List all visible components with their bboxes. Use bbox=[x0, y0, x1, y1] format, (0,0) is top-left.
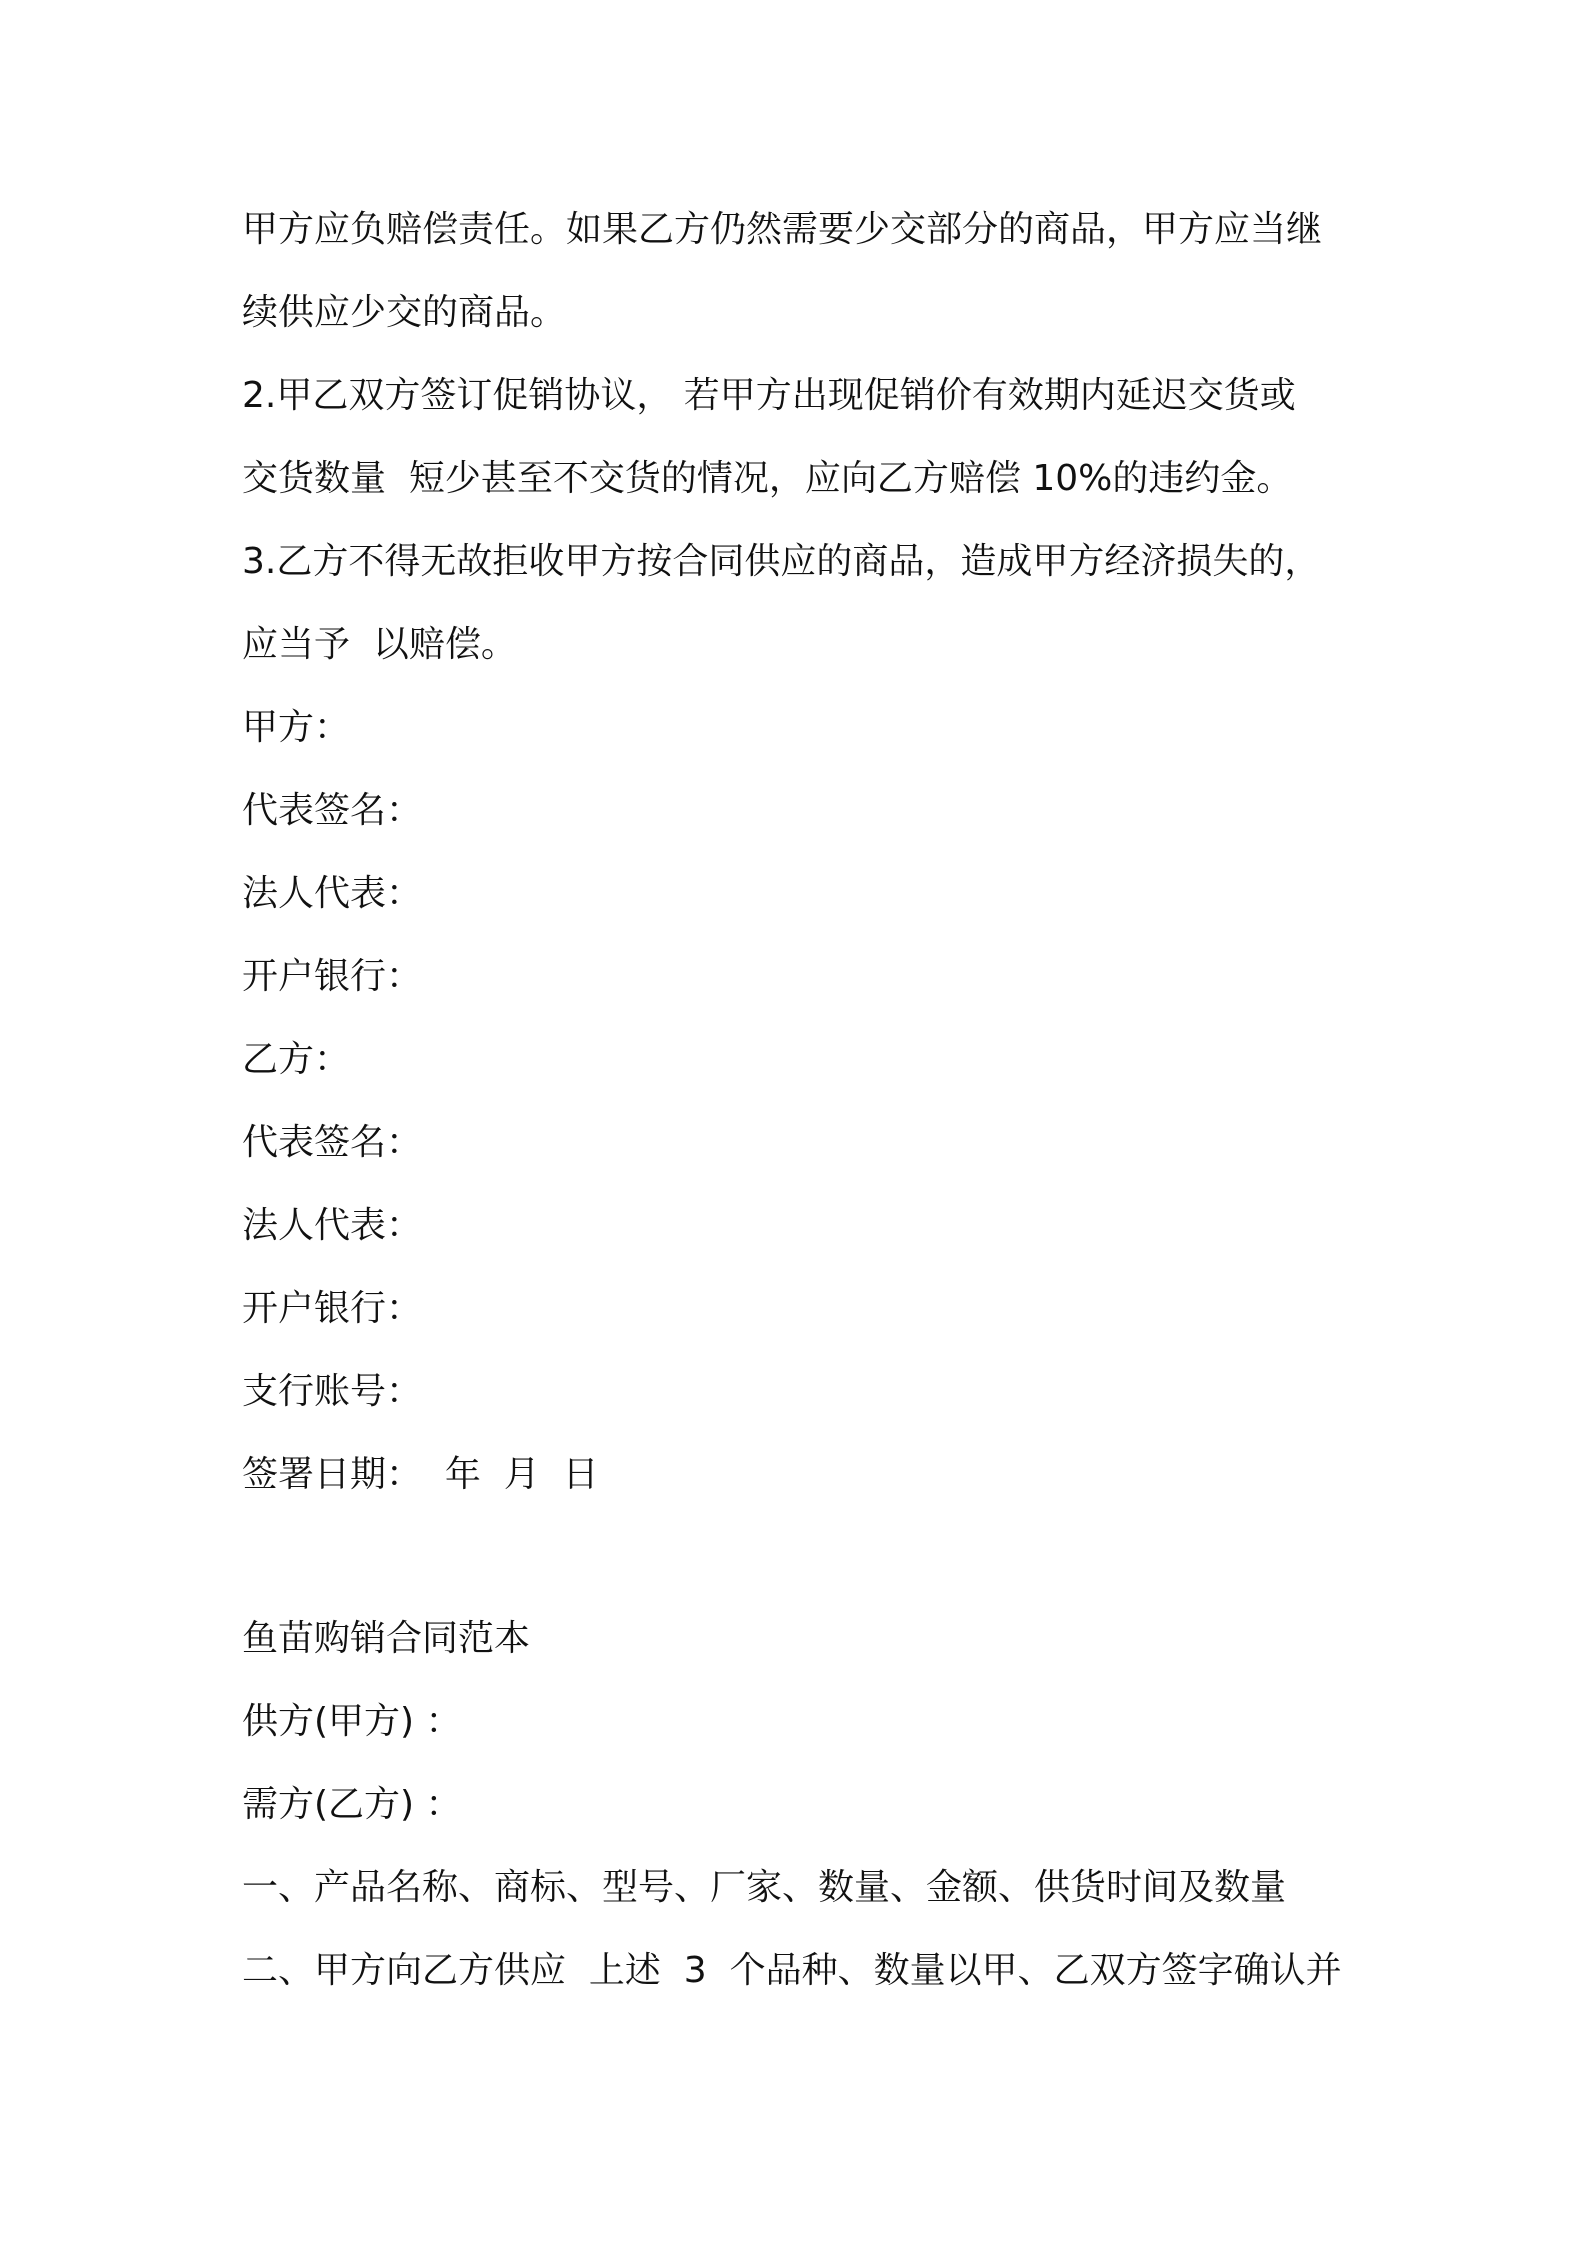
paragraph-line: 甲方应负赔偿责任。如果乙方仍然需要少交部分的商品，甲方应当继 bbox=[242, 209, 1323, 250]
branch-account-label: 支行账号： bbox=[242, 1371, 423, 1412]
buyer-label: 需方(乙方) ： bbox=[242, 1784, 462, 1825]
supplier-label: 供方(甲方) ： bbox=[242, 1701, 462, 1742]
clause-3-line: 3.乙方不得无故拒收甲方按合同供应的商品，造成甲方经济损失的， bbox=[242, 541, 1321, 582]
party-b-bank-label: 开户银行： bbox=[242, 1288, 423, 1329]
contract-title: 鱼苗购销合同范本 bbox=[242, 1618, 531, 1659]
party-b-rep-signature-label: 代表签名： bbox=[242, 1122, 423, 1163]
party-a-label: 甲方： bbox=[242, 707, 351, 748]
party-a-bank-label: 开户银行： bbox=[242, 956, 423, 997]
paragraph-line: 交货数量 短少甚至不交货的情况，应向乙方赔偿 10%的违约金。 bbox=[242, 458, 1293, 499]
party-b-label: 乙方： bbox=[242, 1039, 351, 1080]
clause-2-line: 2.甲乙双方签订促销协议， 若甲方出现促销价有效期内延迟交货或 bbox=[242, 375, 1296, 416]
section-2-line: 二、甲方向乙方供应 上述 3 个品种、数量以甲、乙双方签字确认并 bbox=[242, 1950, 1342, 1991]
party-a-legal-rep-label: 法人代表： bbox=[242, 873, 423, 914]
paragraph-line: 续供应少交的商品。 bbox=[242, 292, 567, 333]
section-1-heading: 一、产品名称、商标、型号、厂家、数量、金额、供货时间及数量 bbox=[242, 1867, 1287, 1908]
signing-date-label: 签署日期： 年 月 日 bbox=[242, 1454, 599, 1495]
paragraph-line: 应当予 以赔偿。 bbox=[242, 624, 517, 665]
party-b-legal-rep-label: 法人代表： bbox=[242, 1205, 423, 1246]
party-a-rep-signature-label: 代表签名： bbox=[242, 790, 423, 831]
